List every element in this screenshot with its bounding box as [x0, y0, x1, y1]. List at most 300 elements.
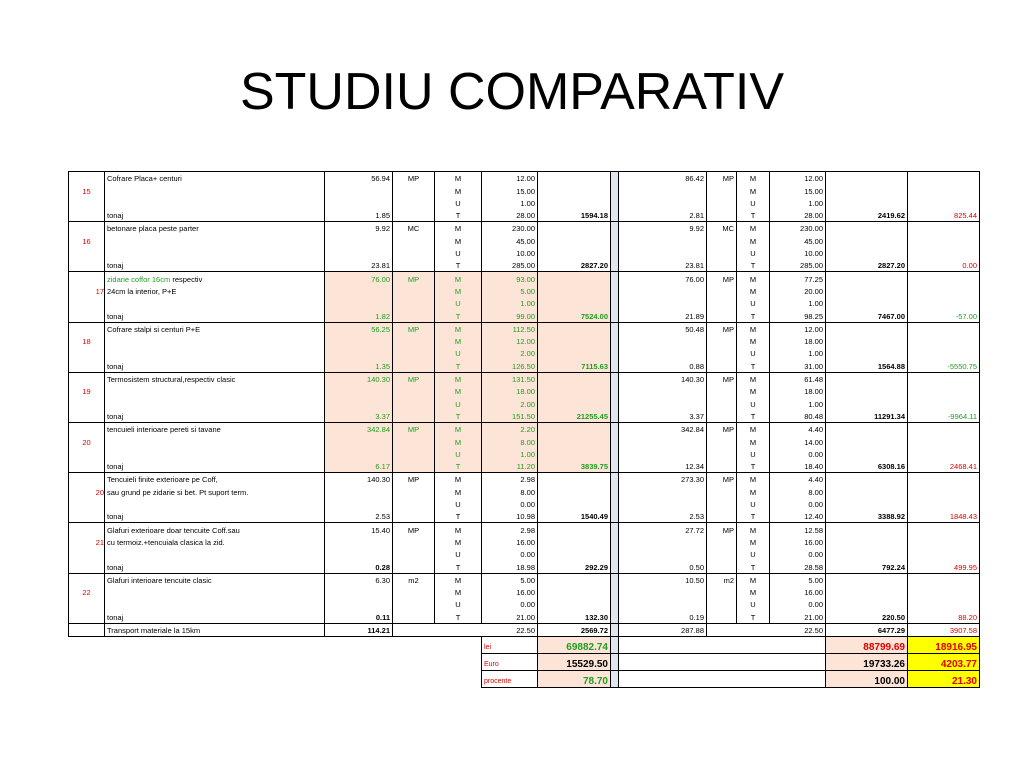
table-row [69, 523, 980, 536]
table-row [69, 498, 980, 510]
table-row [69, 397, 980, 409]
resource-value: 2.98 [482, 473, 538, 486]
transport-right-total: 6477.29 [826, 623, 908, 636]
item-description-line2 [105, 335, 325, 347]
right-resource-type: M [737, 586, 770, 598]
table-row [69, 172, 980, 185]
tonaj-value: 1.82 [325, 309, 393, 322]
resource-value: 11.20 [482, 460, 538, 473]
item-description: Cofrare stalpi si centuri P+E [105, 322, 325, 335]
table-row [69, 610, 980, 623]
right-resource-type: T [737, 560, 770, 573]
right-resource-value: 15.00 [770, 184, 826, 196]
right-resource-value: 77.25 [770, 272, 826, 285]
row-number: 17 [69, 285, 105, 297]
resource-type: M [435, 372, 482, 385]
unit: MP [393, 523, 435, 536]
tonaj-label: tonaj [105, 560, 325, 573]
item-description-rest: respectiv [170, 274, 203, 284]
table-row [69, 234, 980, 246]
right-tonaj: 12.34 [619, 460, 707, 473]
right-total: 220.50 [826, 610, 908, 623]
right-unit: MP [707, 272, 737, 285]
right-unit: MP [707, 422, 737, 435]
table-row [69, 536, 980, 548]
table-row [69, 222, 980, 235]
transport-right-quantity: 287.88 [619, 623, 707, 636]
row-number [69, 209, 105, 222]
right-resource-type: M [737, 523, 770, 536]
tonaj-label: tonaj [105, 259, 325, 272]
table-row [69, 385, 980, 397]
table-row [69, 184, 980, 196]
quantity: 342.84 [325, 422, 393, 435]
right-quantity: 50.48 [619, 322, 707, 335]
summary-difference: 18916.95 [908, 636, 980, 653]
resource-type: M [435, 435, 482, 447]
row-number [69, 422, 105, 435]
right-unit: MP [707, 372, 737, 385]
row-number [69, 197, 105, 209]
right-resource-value: 12.58 [770, 523, 826, 536]
resource-value: 12.00 [482, 335, 538, 347]
right-resource-value: 1.00 [770, 347, 826, 359]
right-resource-type: U [737, 548, 770, 560]
right-resource-value: 1.00 [770, 397, 826, 409]
table-row [69, 410, 980, 423]
left-total: 132.30 [538, 610, 611, 623]
right-resource-value: 12.00 [770, 172, 826, 185]
table-row [69, 460, 980, 473]
resource-type: U [435, 347, 482, 359]
resource-value: 18.00 [482, 385, 538, 397]
resource-type: T [435, 410, 482, 423]
unit: MP [393, 272, 435, 285]
resource-value: 21.00 [482, 610, 538, 623]
item-description [105, 272, 325, 285]
right-resource-value: 14.00 [770, 435, 826, 447]
row-number: 18 [69, 335, 105, 347]
resource-value: 8.00 [482, 435, 538, 447]
resource-value: 15.00 [482, 184, 538, 196]
difference: 499.95 [908, 560, 980, 573]
item-description-line2 [105, 385, 325, 397]
summary-left-value: 69882.74 [538, 636, 611, 653]
difference: 0.00 [908, 259, 980, 272]
right-resource-type: M [737, 422, 770, 435]
resource-type: M [435, 586, 482, 598]
tonaj-value: 3.37 [325, 410, 393, 423]
resource-value: 0.00 [482, 498, 538, 510]
right-resource-value: 0.00 [770, 548, 826, 560]
table-row [69, 335, 980, 347]
right-resource-value: 16.00 [770, 586, 826, 598]
unit: MP [393, 172, 435, 185]
resource-type: M [435, 234, 482, 246]
right-resource-type: M [737, 473, 770, 486]
difference: 825.44 [908, 209, 980, 222]
right-resource-type: M [737, 184, 770, 196]
right-resource-value: 45.00 [770, 234, 826, 246]
item-description-line2 [105, 586, 325, 598]
table-row [69, 485, 980, 497]
right-tonaj: 0.19 [619, 610, 707, 623]
resource-value: 112.50 [482, 322, 538, 335]
table-row [69, 359, 980, 372]
resource-type: U [435, 598, 482, 610]
left-total: 3839.75 [538, 460, 611, 473]
table-row [69, 209, 980, 222]
tonaj-value: 0.11 [325, 610, 393, 623]
right-resource-value: 98.25 [770, 309, 826, 322]
item-description-line2: 24cm la interior, P+E [105, 285, 325, 297]
right-resource-type: M [737, 536, 770, 548]
resource-type: U [435, 397, 482, 409]
item-description: Cofrare Placa+ centuri [105, 172, 325, 185]
resource-type: T [435, 309, 482, 322]
right-resource-type: T [737, 610, 770, 623]
right-resource-type: U [737, 197, 770, 209]
right-resource-value: 1.00 [770, 197, 826, 209]
unit: MP [393, 322, 435, 335]
summary-row [69, 636, 980, 653]
unit: MC [393, 222, 435, 235]
right-resource-value: 12.40 [770, 510, 826, 523]
right-unit: MP [707, 172, 737, 185]
right-resource-value: 10.00 [770, 247, 826, 259]
right-quantity: 10.50 [619, 573, 707, 586]
row-number [69, 259, 105, 272]
right-resource-type: M [737, 372, 770, 385]
row-number: 20 [69, 435, 105, 447]
row-number [69, 397, 105, 409]
right-resource-type: M [737, 322, 770, 335]
resource-type: U [435, 297, 482, 309]
right-resource-type: M [737, 285, 770, 297]
right-tonaj: 0.88 [619, 359, 707, 372]
resource-type: U [435, 448, 482, 460]
right-resource-value: 12.00 [770, 322, 826, 335]
right-quantity: 140.30 [619, 372, 707, 385]
table-row [69, 259, 980, 272]
right-resource-type: M [737, 485, 770, 497]
tonaj-value: 1.85 [325, 209, 393, 222]
right-resource-value: 20.00 [770, 285, 826, 297]
row-number: 16 [69, 234, 105, 246]
summary-difference: 4203.77 [908, 653, 980, 670]
right-resource-type: M [737, 272, 770, 285]
right-tonaj: 2.53 [619, 510, 707, 523]
transport-quantity: 114.21 [325, 623, 393, 636]
right-resource-value: 4.40 [770, 473, 826, 486]
summary-label: lei [482, 636, 538, 653]
quantity: 56.25 [325, 322, 393, 335]
resource-type: M [435, 422, 482, 435]
tonaj-label: tonaj [105, 410, 325, 423]
summary-row [69, 670, 980, 687]
summary-right-value: 100.00 [826, 670, 908, 687]
row-number [69, 359, 105, 372]
right-resource-type: T [737, 460, 770, 473]
resource-type: U [435, 548, 482, 560]
row-number: 22 [69, 586, 105, 598]
item-description: Glafuri interioare tencuite clasic [105, 573, 325, 586]
item-description: Termosistem structural,respectiv clasic [105, 372, 325, 385]
resource-type: M [435, 335, 482, 347]
right-total: 792.24 [826, 560, 908, 573]
tonaj-value: 0.28 [325, 560, 393, 573]
row-number [69, 610, 105, 623]
table-row [69, 347, 980, 359]
resource-value: 151.50 [482, 410, 538, 423]
table-row [69, 573, 980, 586]
table-row [69, 285, 980, 297]
right-resource-value: 8.00 [770, 485, 826, 497]
difference: 1848.43 [908, 510, 980, 523]
resource-value: 126.50 [482, 359, 538, 372]
resource-type: M [435, 485, 482, 497]
right-tonaj: 21.89 [619, 309, 707, 322]
resource-value: 230.00 [482, 222, 538, 235]
resource-type: M [435, 222, 482, 235]
resource-value: 16.00 [482, 536, 538, 548]
tonaj-label: tonaj [105, 209, 325, 222]
right-resource-type: M [737, 435, 770, 447]
tonaj-label: tonaj [105, 460, 325, 473]
resource-value: 2.00 [482, 347, 538, 359]
right-resource-value: 18.00 [770, 385, 826, 397]
row-number [69, 598, 105, 610]
right-resource-value: 28.58 [770, 560, 826, 573]
right-total: 6308.16 [826, 460, 908, 473]
right-resource-type: M [737, 234, 770, 246]
tonaj-label: tonaj [105, 510, 325, 523]
transport-value: 22.50 [482, 623, 538, 636]
resource-type: U [435, 197, 482, 209]
right-tonaj: 23.81 [619, 259, 707, 272]
resource-type: T [435, 359, 482, 372]
row-number [69, 410, 105, 423]
row-number [69, 573, 105, 586]
row-number [69, 448, 105, 460]
right-quantity: 27.72 [619, 523, 707, 536]
table-row [69, 548, 980, 560]
tonaj-label: tonaj [105, 610, 325, 623]
tonaj-value: 1.35 [325, 359, 393, 372]
transport-total: 2569.72 [538, 623, 611, 636]
resource-value: 285.00 [482, 259, 538, 272]
resource-type: T [435, 259, 482, 272]
row-number [69, 473, 105, 486]
row-number [69, 460, 105, 473]
row-number: 19 [69, 385, 105, 397]
quantity: 15.40 [325, 523, 393, 536]
row-number [69, 247, 105, 259]
row-number [69, 560, 105, 573]
table-row [69, 448, 980, 460]
tonaj-value: 23.81 [325, 259, 393, 272]
right-unit: m2 [707, 573, 737, 586]
right-resource-value: 21.00 [770, 610, 826, 623]
table-row [69, 297, 980, 309]
resource-type: M [435, 536, 482, 548]
right-resource-value: 61.48 [770, 372, 826, 385]
quantity: 140.30 [325, 372, 393, 385]
row-number [69, 297, 105, 309]
item-description-highlight: zidarie coffor 16cm [107, 274, 171, 284]
item-description: betonare placa peste parter [105, 222, 325, 235]
difference: -57.00 [908, 309, 980, 322]
resource-value: 8.00 [482, 485, 538, 497]
right-total: 7467.00 [826, 309, 908, 322]
right-resource-type: T [737, 259, 770, 272]
right-resource-value: 4.40 [770, 422, 826, 435]
right-resource-type: U [737, 297, 770, 309]
right-tonaj: 2.81 [619, 209, 707, 222]
left-total: 2827.20 [538, 259, 611, 272]
row-number [69, 347, 105, 359]
row-number: 20 [69, 485, 105, 497]
resource-value: 28.00 [482, 209, 538, 222]
right-resource-value: 5.00 [770, 573, 826, 586]
row-number [69, 222, 105, 235]
right-resource-type: T [737, 309, 770, 322]
row-number [69, 272, 105, 285]
transport-difference: 3907.58 [908, 623, 980, 636]
resource-type: M [435, 172, 482, 185]
right-resource-value: 31.00 [770, 359, 826, 372]
resource-value: 1.00 [482, 297, 538, 309]
right-total: 3388.92 [826, 510, 908, 523]
right-total: 2419.62 [826, 209, 908, 222]
resource-value: 93.00 [482, 272, 538, 285]
comparison-table [68, 171, 980, 688]
resource-value: 1.00 [482, 448, 538, 460]
resource-value: 45.00 [482, 234, 538, 246]
summary-left-value: 78.70 [538, 670, 611, 687]
resource-type: M [435, 272, 482, 285]
row-number [69, 372, 105, 385]
resource-type: M [435, 322, 482, 335]
item-description-line2 [105, 435, 325, 447]
right-resource-type: U [737, 598, 770, 610]
right-resource-type: M [737, 573, 770, 586]
resource-type: T [435, 510, 482, 523]
difference: -9964.11 [908, 410, 980, 423]
tonaj-value: 6.17 [325, 460, 393, 473]
resource-value: 16.00 [482, 586, 538, 598]
right-resource-value: 80.48 [770, 410, 826, 423]
resource-type: T [435, 610, 482, 623]
resource-value: 2.00 [482, 397, 538, 409]
right-resource-type: M [737, 335, 770, 347]
resource-type: T [435, 460, 482, 473]
right-resource-type: M [737, 222, 770, 235]
resource-value: 2.20 [482, 422, 538, 435]
table-row [69, 197, 980, 209]
difference: 88.20 [908, 610, 980, 623]
right-resource-value: 230.00 [770, 222, 826, 235]
tonaj-value: 2.53 [325, 510, 393, 523]
tonaj-label: tonaj [105, 309, 325, 322]
resource-value: 2.98 [482, 523, 538, 536]
resource-type: M [435, 184, 482, 196]
quantity: 6.30 [325, 573, 393, 586]
right-quantity: 273.30 [619, 473, 707, 486]
resource-type: M [435, 473, 482, 486]
right-tonaj: 3.37 [619, 410, 707, 423]
summary-right-value: 19733.26 [826, 653, 908, 670]
right-resource-type: M [737, 385, 770, 397]
resource-type: U [435, 498, 482, 510]
table-row [69, 422, 980, 435]
resource-type: M [435, 285, 482, 297]
resource-type: T [435, 209, 482, 222]
difference: 2468.41 [908, 460, 980, 473]
right-resource-value: 0.00 [770, 448, 826, 460]
unit: MP [393, 372, 435, 385]
right-unit: MP [707, 523, 737, 536]
resource-value: 12.00 [482, 172, 538, 185]
right-resource-value: 1.00 [770, 297, 826, 309]
table-row [69, 247, 980, 259]
resource-type: M [435, 573, 482, 586]
right-resource-type: T [737, 209, 770, 222]
right-resource-type: U [737, 247, 770, 259]
right-tonaj: 0.50 [619, 560, 707, 573]
right-resource-type: U [737, 498, 770, 510]
row-number: 21 [69, 536, 105, 548]
page-title: STUDIU COMPARATIV [239, 63, 785, 121]
right-resource-value: 18.40 [770, 460, 826, 473]
right-resource-type: U [737, 448, 770, 460]
right-unit: MC [707, 222, 737, 235]
resource-type: T [435, 560, 482, 573]
right-resource-value: 0.00 [770, 498, 826, 510]
right-quantity: 86.42 [619, 172, 707, 185]
right-resource-type: T [737, 359, 770, 372]
right-resource-type: T [737, 510, 770, 523]
quantity: 9.92 [325, 222, 393, 235]
item-description: Glafuri exterioare doar tencuite Coff.sau [105, 523, 325, 536]
item-description-line2: cu termoiz.+tencuiala clasica la zid. [105, 536, 325, 548]
quantity: 56.94 [325, 172, 393, 185]
row-number [69, 172, 105, 185]
right-resource-value: 16.00 [770, 536, 826, 548]
right-resource-value: 285.00 [770, 259, 826, 272]
right-unit: MP [707, 473, 737, 486]
table-row [69, 473, 980, 486]
right-total: 1564.88 [826, 359, 908, 372]
right-quantity: 76.00 [619, 272, 707, 285]
summary-difference: 21.30 [908, 670, 980, 687]
summary-label: Euro [482, 653, 538, 670]
table-row [69, 435, 980, 447]
left-total: 1594.18 [538, 209, 611, 222]
resource-value: 5.00 [482, 573, 538, 586]
table-row [69, 272, 980, 285]
resource-value: 10.00 [482, 247, 538, 259]
resource-value: 5.00 [482, 285, 538, 297]
item-description: Tencuieli finite exterioare pe Coff, [105, 473, 325, 486]
resource-value: 18.98 [482, 560, 538, 573]
left-total: 292.29 [538, 560, 611, 573]
right-quantity: 342.84 [619, 422, 707, 435]
unit: m2 [393, 573, 435, 586]
left-total: 21255.45 [538, 410, 611, 423]
transport-right-value: 22.50 [770, 623, 826, 636]
summary-label: procente [482, 670, 538, 687]
